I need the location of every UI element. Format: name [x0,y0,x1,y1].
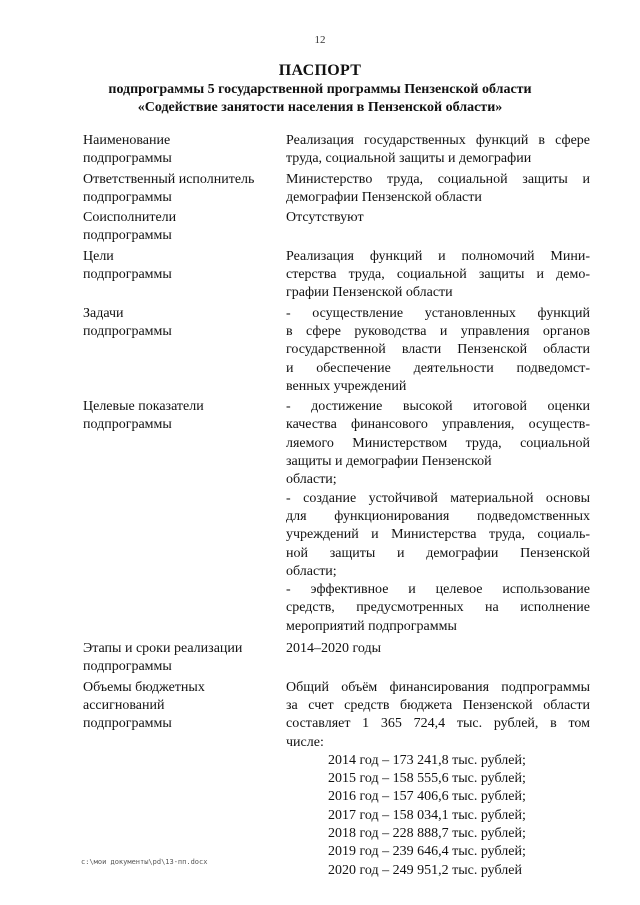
passport-table [83,132,590,882]
document-title: ПАСПОРТ [278,62,362,79]
document-subtitle-line-2: «Содействие занятости населения в Пензенской области» [137,100,503,115]
indicator-item: - эффективное и целевое использование средств, предусмотренных на исполнение мероприятий подпрограммы [286,582,590,634]
row-label: Целевые показатели подпрограммы [83,399,204,433]
row-budget-allocations [83,679,590,880]
indicator-item: - создание устойчивой материальной основы для функционирования подведомственных учреждений и Министерства труда, социаль- ной защиты и демографии Пензенской области; [286,490,590,579]
budget-year-item: 2017 год – 158 034,1 тыс. рублей; [328,807,526,823]
row-value: Реализация государственных функций в сфере труда, социальной защиты и демографии [286,133,590,167]
row-value: Общий объём финансирования подпрограммы за счет средств бюджета Пензенской области составляет 1 365 724,4 тыс. рублей, в том числе: 2014 год – 173 241,8 тыс. рублей; 2015 год – 158 555,6 тыс. рублей; 2016 год – 157 406,6 тыс. рублей; 2017 год – 158 034,1 тыс. рублей; 2018 год – 228 888,7 тыс. рублей; 2019 год – 239 646,4 тыс. рублей; 2020 год – 249 951,2 тыс. рублей [286,679,590,880]
row-target-indicators [83,398,590,636]
budget-year-item: 2020 год – 249 951,2 тыс. рублей [328,862,522,878]
row-value: Реализация функций и полномочий Мини- стерства труда, социальной защиты и демо- графии Пензенской области [286,248,590,301]
budget-year-item: 2018 год – 228 888,7 тыс. рублей; [328,825,526,841]
row-value: 2014–2020 годы [286,641,382,657]
row-label: Наименование подпрограммы [83,133,172,167]
budget-year-item: 2015 год – 158 555,6 тыс. рублей; [328,771,526,787]
budget-year-item: 2019 год – 239 646,4 тыс. рублей; [328,844,526,860]
indicator-item: - достижение высокой итоговой оценки качества финансового управления, осуществ- ляемого Министерством труда, социальной защиты и демографии Пензенской области; [286,399,590,488]
row-subprogram-name [83,132,590,169]
budget-year-item: 2016 год – 157 406,6 тыс. рублей; [328,789,526,805]
row-coexecutors [83,209,590,246]
row-label: Соисполнители подпрограммы [83,210,177,244]
budget-year-item: 2014 год – 173 241,8 тыс. рублей; [328,752,526,768]
row-label: Объемы бюджетных ассигнований подпрограммы [83,679,205,732]
row-value: - осуществление установленных функций в сфере руководства и управления органов государственной власти Пензенской области и обеспечение деятельности подведомст- венных учреждений [286,305,590,394]
row-responsible-executor [83,171,590,208]
row-value [286,398,590,636]
document-subtitle-line-1: подпрограммы 5 государственной программы Пензенской области [108,82,532,97]
row-label: Этапы и сроки реализации подпрограммы [83,641,243,675]
row-goals [83,248,590,303]
row-stages-and-terms [83,640,590,677]
row-value: Министерство труда, социальной защиты и демографии Пензенской области [286,171,590,205]
budget-years-list [286,752,590,880]
row-tasks [83,305,590,396]
row-label: Ответственный исполнитель подпрограммы [83,171,255,205]
row-label: Задачи подпрограммы [83,305,172,339]
page-number: 12 [314,34,326,46]
file-path-footer: c:\мои документы\pd\13-пп.docx [81,858,208,866]
row-value: Отсутствуют [286,210,364,226]
row-label: Цели подпрограммы [83,248,172,283]
